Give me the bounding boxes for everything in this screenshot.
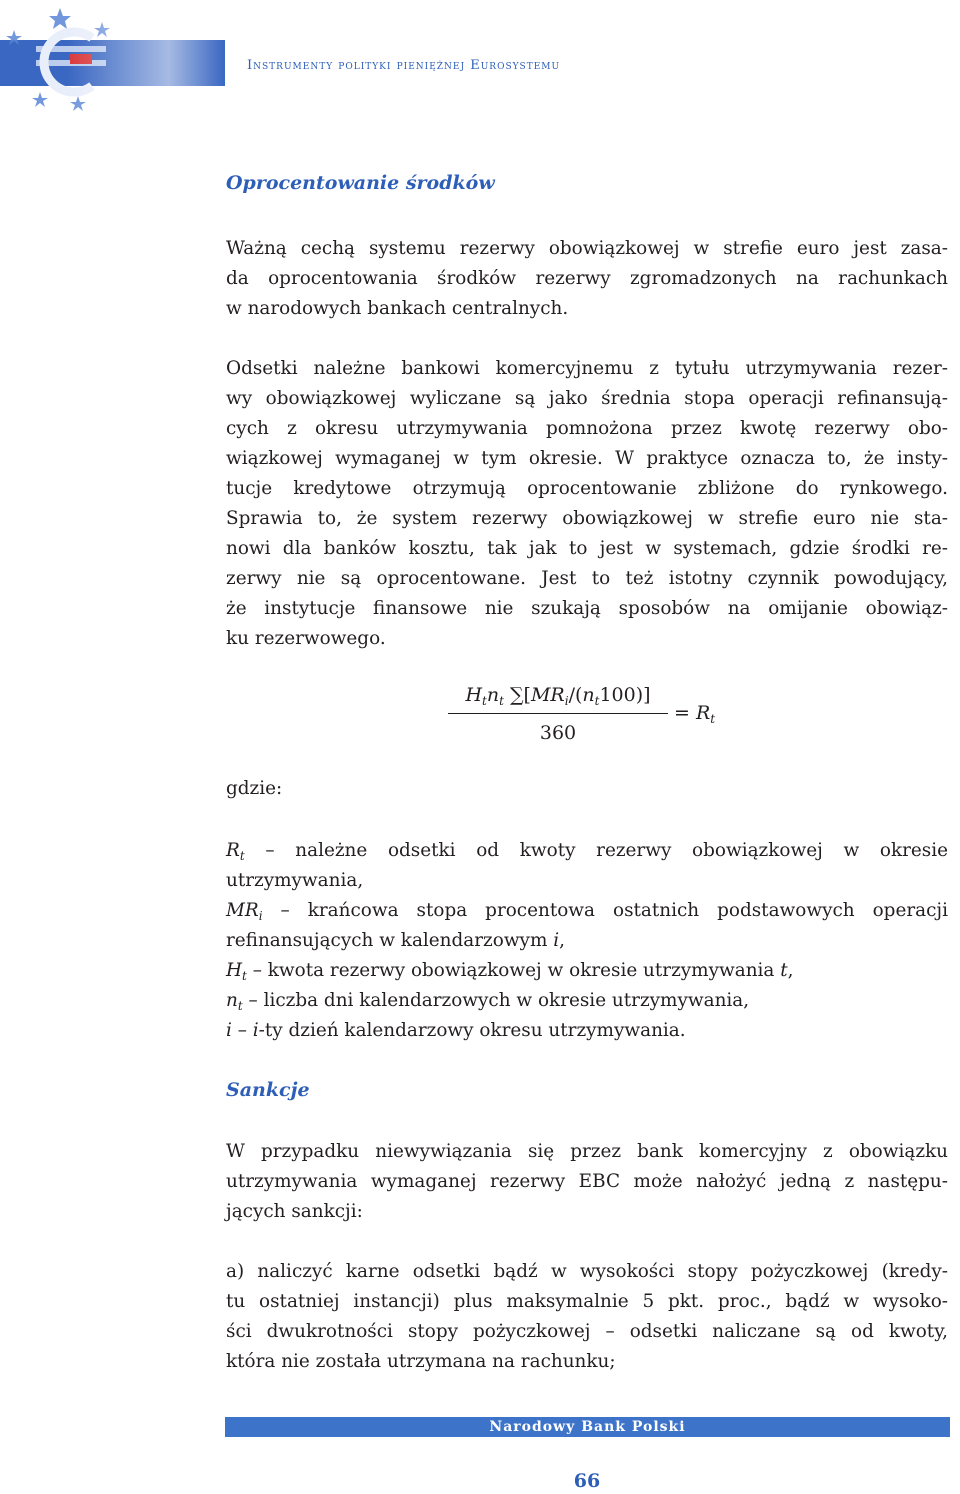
text-line: nowi dla banków kosztu, tak jak to jest w systemach, gdzie środki re- <box>226 538 948 559</box>
interest-formula <box>448 684 748 754</box>
text-line: W przypadku niewywiązania się przez bank komercyjny z obowiązku <box>226 1141 948 1162</box>
definition-rt: $R_t$ – należne odsetki od kwoty rezerwy obowiązkowej w okresie <box>226 840 948 863</box>
text-line: Ważną cechą systemu rezerwy obowiązkowej w strefie euro jest zasa- <box>226 238 948 259</box>
text-line: ści dwukrotności stopy pożyczkowej – odsetki naliczane są od kwoty, <box>226 1321 948 1342</box>
text-line: da oprocentowania środków rezerwy zgromadzonych na rachunkach <box>226 268 948 289</box>
text-line: w narodowych bankach centralnych. <box>226 298 569 319</box>
text-line: a) naliczyć karne odsetki bądź w wysokości stopy pożyczkowej (kredy- <box>226 1261 948 1282</box>
formula-result: = $R_t$ <box>674 702 716 726</box>
text-line: że instytucje finansowe nie szukają sposobów na omijanie obowiąz- <box>226 598 948 619</box>
text-line: jących sankcji: <box>226 1201 363 1222</box>
footer-publisher: Narodowy Bank Polski <box>489 1419 686 1435</box>
section-heading-sankcje: Sankcje <box>226 1079 310 1101</box>
text-line: Sprawia to, że system rezerwy obowiązkowej w strefie euro nie sta- <box>226 508 948 529</box>
text-line: wiązkowej wymaganej w tym okresie. W praktyce oznacza to, że insty- <box>226 448 948 469</box>
paragraph-sanctions-intro <box>226 1137 948 1227</box>
text-line: zerwy nie są oprocentowane. Jest to też istotny czynnik powodujący, <box>226 568 948 589</box>
text-line: tu ostatniej instancji) plus maksymalnie 5 pkt. proc., bądź w wysoko- <box>226 1291 948 1312</box>
text-line: ku rezerwowego. <box>226 628 386 649</box>
page-number: 66 <box>573 1470 601 1492</box>
definition-i: i – i-ty dzień kalendarzowy okresu utrzymywania. <box>226 1020 686 1041</box>
definition-mri: $MR_i$ – krańcowa stopa procentowa ostatnich podstawowych operacji <box>226 900 948 923</box>
definition-rt-cont: utrzymywania, <box>226 870 364 891</box>
where-label: gdzie: <box>226 778 283 799</box>
text-line: cych z okresu utrzymywania pomnożona przez kwotę rezerwy obo- <box>226 418 948 439</box>
header-euro-graphic <box>0 0 225 118</box>
text-line: wy obowiązkowej wyliczane są jako średnia stopa operacji refinansują- <box>226 388 948 409</box>
definition-ht: $H_t$ – kwota rezerwy obowiązkowej w okresie utrzymywania t, <box>226 960 794 983</box>
formula-numerator: $H_tn_t$ $\sum[MR_i/(n_t100)]$ <box>465 684 651 708</box>
text-line: tucje kredytowe otrzymują oprocentowanie zbliżone do rynkowego. <box>226 478 948 499</box>
text-line: utrzymywania wymaganej rezerwy EBC może nałożyć jedną z następu- <box>226 1171 948 1192</box>
text-line: Odsetki należne bankowi komercyjnemu z tytułu utrzymywania rezer- <box>226 358 948 379</box>
running-header-title: Instrumenty polityki pieniężnej Eurosystemu <box>247 58 561 73</box>
formula-definitions <box>226 836 948 1046</box>
text-line: która nie została utrzymana na rachunku; <box>226 1351 616 1372</box>
list-item-sanction-a <box>226 1257 948 1377</box>
paragraph-interest <box>226 354 948 654</box>
section-heading-oprocentowanie: Oprocentowanie środków <box>226 172 495 194</box>
definition-mri-cont: refinansujących w kalendarzowym i, <box>226 930 565 951</box>
paragraph-intro <box>226 234 948 324</box>
formula-denominator: 360 <box>539 722 577 744</box>
fraction-bar <box>448 713 668 714</box>
definition-nt: $n_t$ – liczba dni kalendarzowych w okresie utrzymywania, <box>226 990 750 1013</box>
